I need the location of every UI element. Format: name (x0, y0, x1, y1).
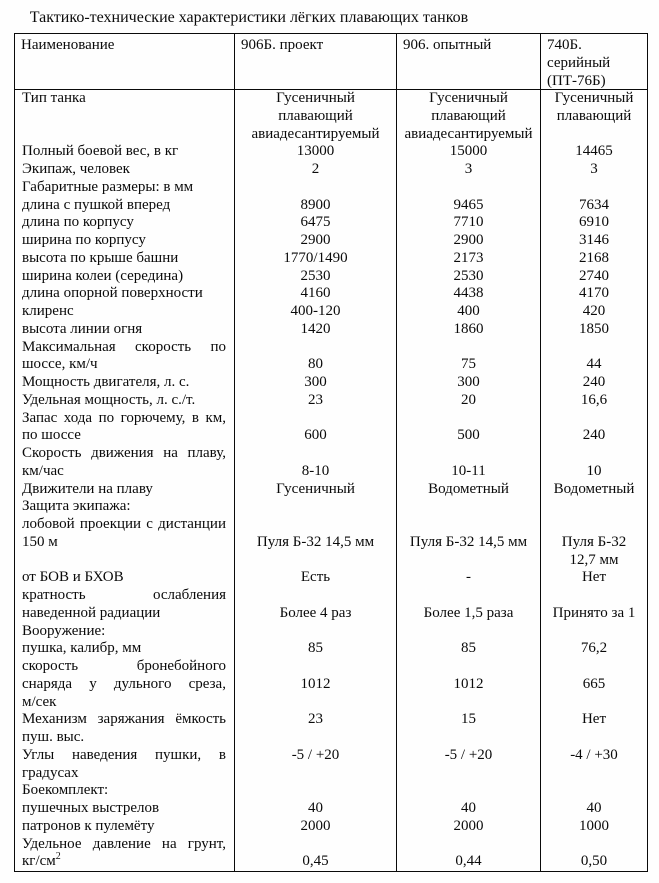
spec-value-906b (235, 694, 397, 712)
spec-label: высота по крыше башни (15, 250, 235, 268)
spec-value-906b: 13000 (235, 143, 397, 161)
spec-value-740b (541, 729, 647, 747)
spec-label-word: наведения (71, 746, 138, 763)
spec-value-906 (397, 587, 541, 605)
spec-value-906 (397, 498, 541, 516)
spec-value-740b: 40 (586, 800, 602, 816)
spec-value-740b: 6910 (579, 214, 609, 231)
spec-value-906b: 40 (235, 800, 397, 818)
spec-value-906b: 0,45 (235, 853, 397, 871)
spec-value-906b: 4160 (235, 285, 397, 303)
spec-label-word: с (146, 516, 153, 532)
spec-value-906b: Гусеничный (235, 481, 397, 499)
spec-label: пушка, калибр, мм (15, 640, 235, 658)
spec-value-906: 2530 (397, 268, 541, 286)
spec-label (15, 747, 235, 765)
spec-label-word: у (89, 675, 97, 692)
spec-value-906b (235, 658, 397, 676)
spec-label-word: в (218, 746, 226, 763)
spec-label: длина с пушкой вперед (15, 197, 235, 215)
spec-label: наведенной радиации (15, 605, 235, 623)
spec-value-740b: 1850 (579, 320, 609, 337)
spec-label: Вооружение: (15, 623, 235, 641)
spec-value-906b: 1420 (235, 321, 397, 339)
table-header (15, 34, 647, 90)
spec-value-906: 7710 (397, 214, 541, 232)
spec-value-740b: 240 (582, 374, 606, 390)
spec-label-word: кратность (22, 587, 86, 603)
spec-label: Экипаж, человек (15, 161, 235, 179)
spec-label-word: Удельное (22, 835, 82, 852)
spec-value-740b (541, 694, 647, 712)
spec-value-740b (541, 765, 647, 783)
spec-label-word: пушки, (155, 746, 202, 763)
spec-label: длина опорной поверхности (15, 285, 235, 303)
spec-label: высота линии огня (15, 321, 235, 339)
spec-value-906: Пуля Б-32 14,5 мм (397, 534, 541, 552)
spec-value-906: 1860 (397, 321, 541, 339)
spec-label: Движители на плаву (15, 481, 235, 499)
spec-value-906b: -5 / +20 (235, 747, 397, 765)
spec-value-740b: 2168 (579, 249, 609, 266)
spec-value-906 (397, 765, 541, 783)
spec-value-740b: 665 (582, 675, 606, 692)
spec-label-word: в (191, 409, 199, 426)
spec-value-740b: -4 / +30 (570, 746, 618, 763)
spec-label-word: бронебойного (136, 658, 226, 674)
spec-value-906b: Более 4 раз (235, 605, 397, 623)
spec-value-906b (235, 782, 397, 800)
spec-value-906b: Гусеничный (235, 90, 397, 108)
spec-value-906: 3 (397, 161, 541, 179)
spec-value-906b: Пуля Б-32 14,5 мм (235, 534, 397, 552)
spec-value-906 (397, 410, 541, 428)
spec-value-906: - (397, 569, 541, 587)
spec-label: ширина колеи (середина) (15, 268, 235, 286)
spec-label-word: Скорость (22, 445, 82, 461)
spec-label-word: на (161, 835, 177, 852)
spec-value-906b (235, 179, 397, 197)
spec-value-906b: 8-10 (235, 463, 397, 481)
spec-label: пушечных выстрелов (15, 800, 235, 818)
spec-label-word: Углы (22, 746, 55, 763)
spec-label: градусах (15, 765, 235, 783)
spec-label (15, 711, 235, 729)
spec-value-906: 2173 (397, 250, 541, 268)
spec-value-906b: 23 (235, 392, 397, 410)
spec-value-740b (541, 782, 647, 800)
spec-value-906: Более 1,5 раза (397, 605, 541, 623)
spec-value-906b: 2900 (235, 232, 397, 250)
spec-value-906 (397, 339, 541, 357)
spec-value-906b: Есть (235, 569, 397, 587)
spec-value-740b: 420 (582, 303, 606, 319)
spec-value-906b: 2 (235, 161, 397, 179)
spec-value-906b: 85 (235, 640, 397, 658)
spec-label: Габаритные размеры: в мм (15, 179, 235, 197)
column-header-906-experimental: 906. опытный (397, 34, 541, 90)
spec-value-740b (541, 498, 647, 516)
spec-value-906b (235, 552, 397, 570)
spec-value-740b (541, 339, 647, 357)
spec-label-word: лобовой (22, 516, 75, 532)
spec-label-word: Механизм (22, 711, 87, 728)
spec-label-word: дульного (113, 675, 172, 692)
spec-label (15, 410, 235, 428)
spec-label: $кг/см^2$ (15, 853, 235, 871)
spec-value-906 (397, 516, 541, 534)
spec-value-906: Гусеничный (397, 90, 541, 108)
spec-value-740b: Водометный (553, 480, 635, 497)
spec-value-906b: 300 (235, 374, 397, 392)
column-header-name: Наименование (15, 34, 235, 90)
spec-label (15, 587, 235, 605)
column-header-906b-project: 906Б. проект (235, 34, 397, 90)
spec-value-906: 15 (397, 711, 541, 729)
spec-label: патронов к пулемёту (15, 818, 235, 836)
spec-value-906: 85 (397, 640, 541, 658)
spec-value-906b: 1012 (235, 676, 397, 694)
spec-value-740b: 10 (586, 462, 602, 479)
spec-label-word: грунт, (187, 835, 226, 852)
spec-value-906b: 600 (235, 427, 397, 445)
spec-value-906b: 400-120 (235, 303, 397, 321)
spec-label: м/сек (15, 694, 235, 712)
spec-value-740b: 76,2 (580, 640, 608, 657)
spec-value-740b: Гусеничный (554, 90, 634, 106)
spec-value-906b (235, 623, 397, 641)
spec-value-906: 400 (397, 303, 541, 321)
spec-label: 150 м (15, 534, 235, 552)
spec-label: Мощность двигателя, л. с. (15, 374, 235, 392)
spec-label (15, 339, 235, 357)
spec-table (14, 33, 648, 872)
spec-label-word: по (210, 338, 226, 355)
spec-label: по шоссе (15, 427, 235, 445)
spec-label-word: заряжания (97, 711, 165, 728)
spec-label: км/час (15, 463, 235, 481)
spec-label-word: снаряда (22, 675, 73, 692)
spec-value-906: 4438 (397, 285, 541, 303)
spec-value-740b: Принято за 1 (552, 604, 636, 621)
spec-value-906 (397, 179, 541, 197)
spec-value-906b: 8900 (235, 197, 397, 215)
spec-value-740b (541, 836, 647, 854)
spec-value-740b: 7634 (579, 196, 609, 213)
spec-value-906: 10-11 (397, 463, 541, 481)
spec-value-740b (541, 410, 647, 428)
spec-value-740b: 240 (582, 427, 606, 444)
spec-value-906: 2900 (397, 232, 541, 250)
spec-value-906: 1012 (397, 676, 541, 694)
column-header-740b-serial: 740Б. серийный (ПТ-76Б) (541, 34, 647, 90)
spec-value-740b: 4170 (579, 285, 609, 302)
spec-value-740b: 3146 (579, 232, 609, 248)
spec-label: шоссе, км/ч (15, 356, 235, 374)
spec-value-906 (397, 552, 541, 570)
spec-value-740b: Нет (581, 711, 607, 728)
spec-value-906b (235, 410, 397, 428)
spec-label: пуш. выс. (15, 729, 235, 747)
spec-value-906b: 80 (235, 356, 397, 374)
superscript: 2 (55, 851, 61, 863)
spec-value-906b (235, 339, 397, 357)
spec-value-906: 500 (397, 427, 541, 445)
spec-value-740b (541, 623, 647, 641)
spec-label (15, 445, 235, 463)
spec-value-740b (541, 126, 647, 144)
spec-value-906: 15000 (397, 143, 541, 161)
spec-value-740b: 12,7 мм (569, 551, 619, 568)
spec-value-906b: 6475 (235, 214, 397, 232)
spec-value-740b (541, 516, 647, 534)
spec-value-906b (235, 587, 397, 605)
spec-label-word: горючему, (120, 409, 186, 426)
spec-value-906b (235, 498, 397, 516)
spec-value-740b: 14465 (575, 143, 613, 160)
spec-label (15, 126, 235, 144)
spec-label-word: Запас (22, 409, 58, 426)
spec-value-906 (397, 782, 541, 800)
spec-label: клиренс (15, 303, 235, 321)
spec-value-740b (541, 587, 647, 605)
spec-value-740b: 3 (590, 161, 598, 177)
spec-label-word: движения (91, 445, 154, 461)
spec-value-906b (235, 729, 397, 747)
spec-value-906 (397, 836, 541, 854)
spec-value-906 (397, 658, 541, 676)
spec-value-906b (235, 445, 397, 463)
spec-label-word: Максимальная (22, 338, 116, 355)
spec-label: Полный боевой вес, в кг (15, 143, 235, 161)
spec-label: от БОВ и БХОВ (15, 569, 235, 587)
spec-value-906b: 2530 (235, 268, 397, 286)
spec-label: Удельная мощность, л. с./т. (15, 392, 235, 410)
spec-label (15, 676, 235, 694)
spec-value-906: 9465 (397, 197, 541, 215)
spec-label: Защита экипажа: (15, 498, 235, 516)
spec-label: Тип танка (15, 90, 235, 108)
spec-value-740b: 44 (586, 356, 602, 373)
spec-label (15, 552, 235, 570)
spec-value-740b: плавающий (556, 107, 632, 124)
table-body (15, 90, 647, 871)
spec-value-906: 20 (397, 392, 541, 410)
spec-label-word: давление (92, 835, 151, 852)
spec-label-word: на (163, 445, 178, 461)
spec-value-906: 40 (397, 800, 541, 818)
spec-value-906: 300 (397, 374, 541, 392)
spec-label (15, 836, 235, 854)
spec-label-word: по (98, 409, 115, 426)
spec-value-740b (541, 445, 647, 463)
spec-value-906b (235, 836, 397, 854)
spec-label: Боекомплект: (15, 782, 235, 800)
spec-value-906: авиадесантируемый (397, 126, 541, 144)
spec-value-906: 0,44 (397, 853, 541, 871)
spec-value-906: плавающий (397, 108, 541, 126)
spec-value-906b: 2000 (235, 818, 397, 836)
spec-label (15, 516, 235, 534)
spec-value-906: 75 (397, 356, 541, 374)
spec-value-906b: плавающий (235, 108, 397, 126)
spec-label-word: ёмкость (175, 711, 226, 728)
spec-label: ширина по корпусу (15, 232, 235, 250)
spec-label-word: дистанции (158, 516, 226, 532)
spec-value-740b (541, 179, 647, 197)
spec-value-906 (397, 445, 541, 463)
spec-label-word: среза, (188, 675, 226, 692)
spec-label-word: хода (63, 409, 93, 426)
spec-value-740b (541, 658, 647, 676)
spec-value-906: 2000 (397, 818, 541, 836)
spec-value-906b (235, 765, 397, 783)
spec-label (15, 108, 235, 126)
spec-label-word: плаву, (187, 445, 226, 461)
spec-value-906b: авиадесантируемый (235, 126, 397, 144)
spec-value-740b: 2740 (579, 267, 609, 284)
spec-value-740b: 0,50 (580, 853, 608, 870)
spec-value-740b: 1000 (579, 817, 609, 834)
spec-label-word: скорость (135, 338, 192, 355)
spec-label-word: скорость (22, 658, 79, 674)
spec-value-906b: 1770/1490 (235, 250, 397, 268)
spec-label-word: ослабления (152, 587, 226, 603)
spec-value-906 (397, 623, 541, 641)
spec-value-906b (235, 516, 397, 534)
spec-value-906: -5 / +20 (397, 747, 541, 765)
spec-label-word: проекции (79, 516, 142, 532)
spec-value-906 (397, 729, 541, 747)
document-title: Тактико-технические характеристики лёгких плавающих танков (29, 9, 469, 26)
spec-label: длина по корпусу (15, 214, 235, 232)
spec-value-906 (397, 694, 541, 712)
spec-value-906b: 23 (235, 711, 397, 729)
spec-value-740b: 16,6 (580, 391, 608, 408)
spec-value-740b: Пуля Б-32 (561, 533, 627, 550)
spec-value-740b: Нет (581, 569, 607, 586)
spec-label (15, 658, 235, 676)
spec-label-word: км, (205, 409, 226, 426)
spec-value-906: Водометный (397, 481, 541, 499)
